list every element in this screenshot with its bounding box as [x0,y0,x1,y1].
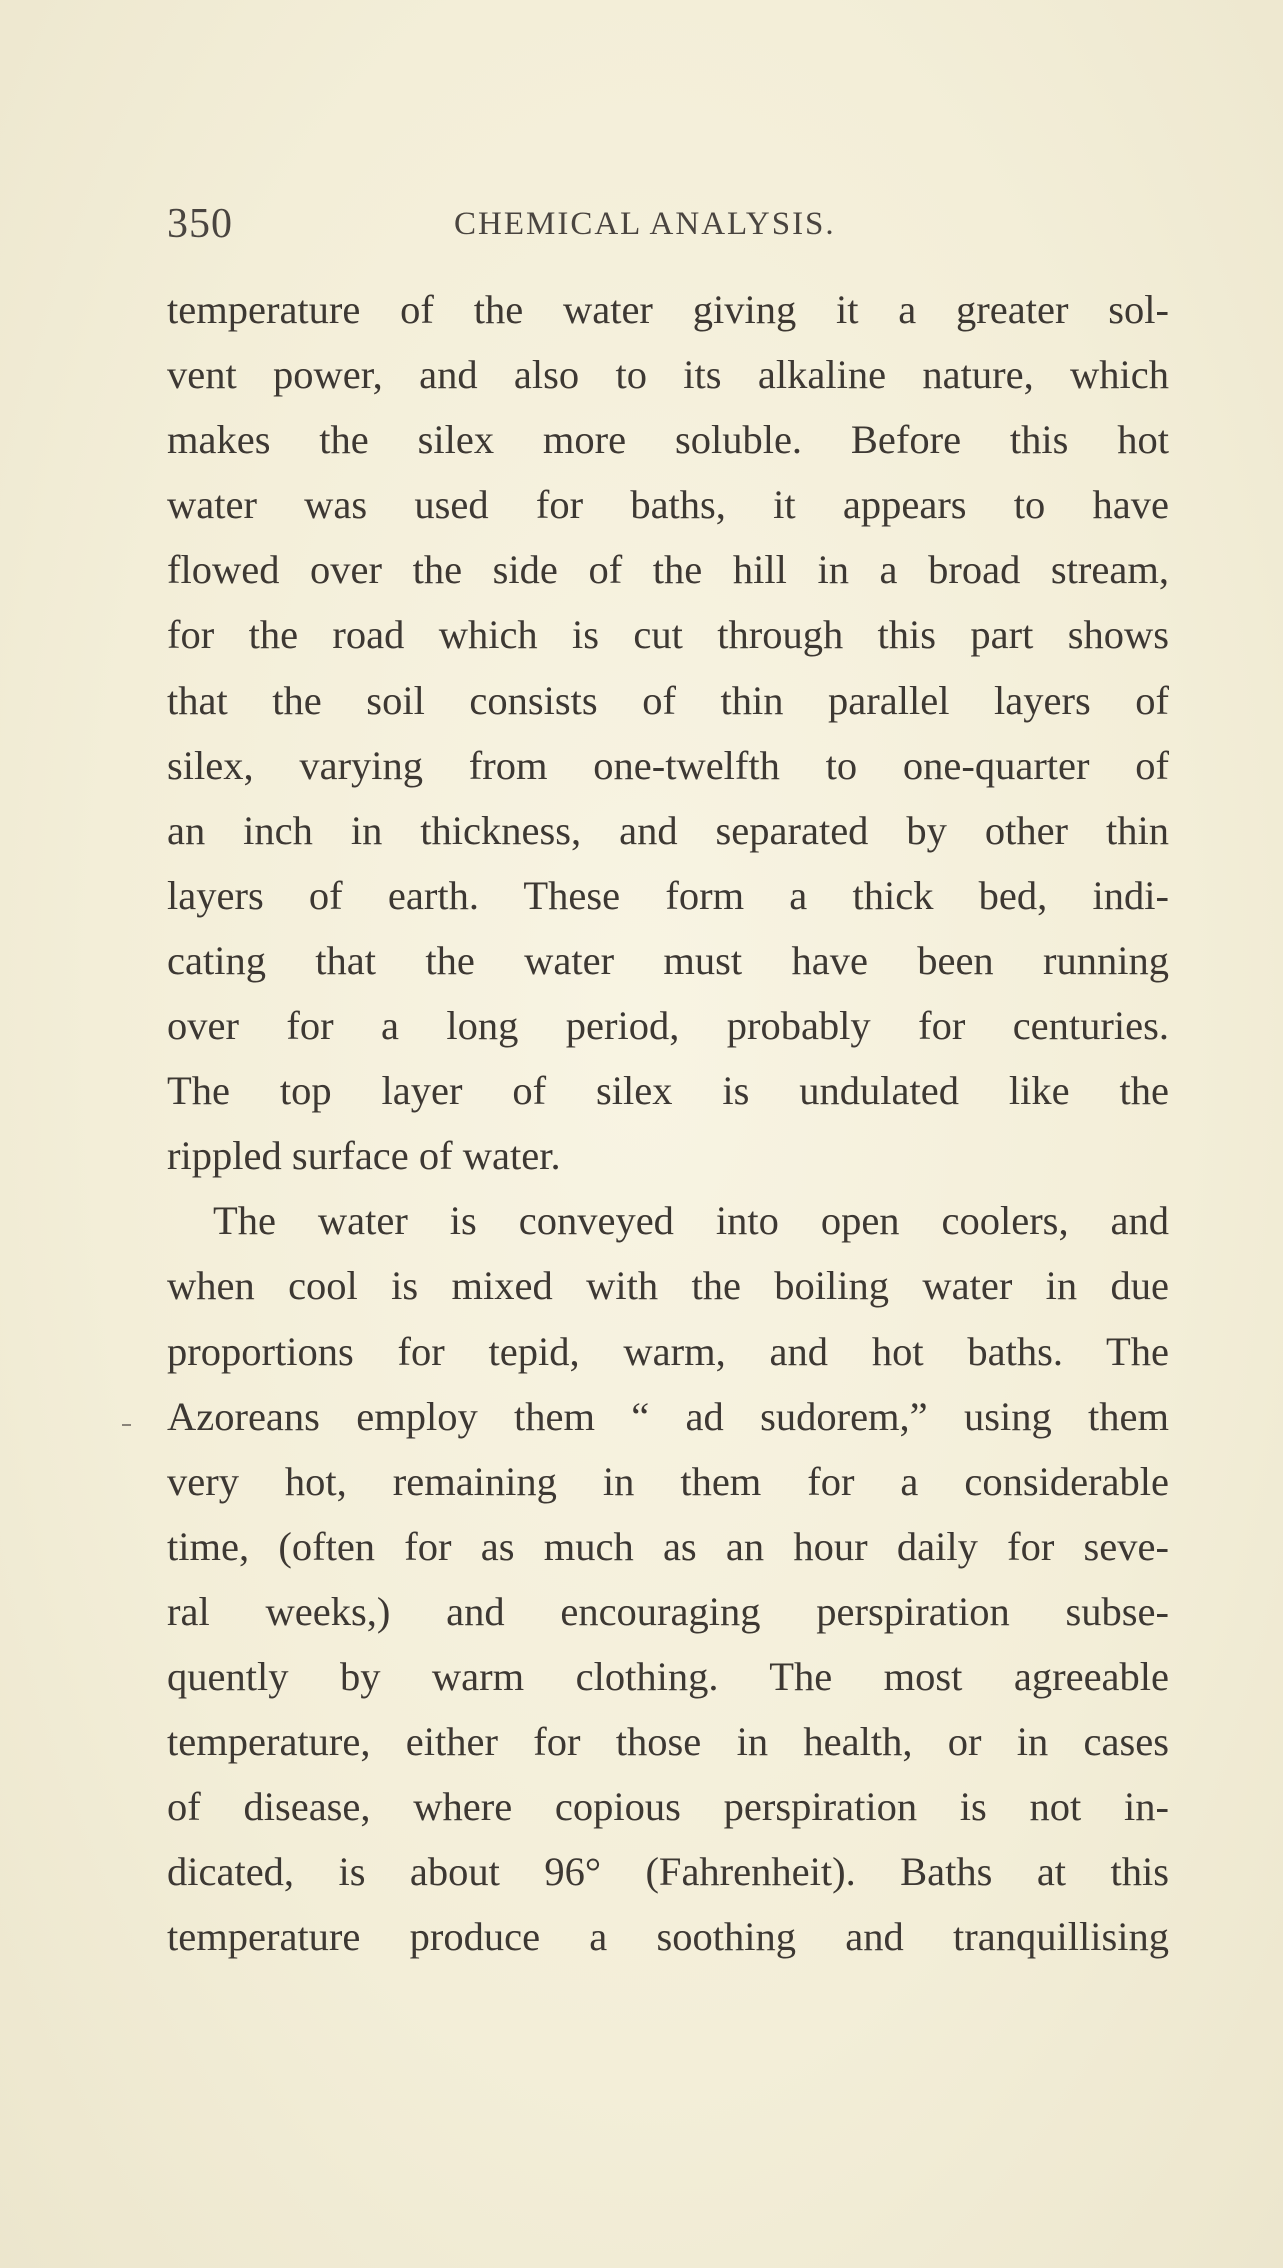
page-header [167,200,1167,260]
text-line: that the soil consists of thin parallel layers of [167,677,1169,723]
text-line: The top layer of silex is undulated like the [167,1068,1169,1114]
text-line: cating that the water must have been running [167,937,1169,983]
text-line: proportions for tepid, warm, and hot baths. The [167,1328,1169,1374]
text-line: water was used for baths, it appears to have [167,482,1169,528]
text-line: when cool is mixed with the boiling water in due [167,1263,1169,1309]
text-line: for the road which is cut through this part shows [167,612,1169,658]
text-line: of disease, where copious perspiration is not in- [167,1784,1169,1830]
text-line: layers of earth. These form a thick bed, indi- [167,872,1169,918]
text-line: makes the silex more soluble. Before this hot [167,417,1169,463]
text-line: ral weeks,) and encouraging perspiration subse- [167,1588,1169,1634]
running-head: CHEMICAL ANALYSIS. [454,206,836,242]
page-number: 350 [167,201,233,247]
text-line: silex, varying from one-twelfth to one-quarter of [167,742,1169,788]
text-line: vent power, and also to its alkaline nature, which [167,352,1169,398]
text-line: temperature of the water giving it a greater sol- [167,287,1169,332]
text-line: quently by warm clothing. The most agreeable [167,1653,1169,1699]
text-line: flowed over the side of the hill in a broad stream, [167,547,1169,593]
text-line: temperature, either for those in health, or in cases [167,1719,1169,1765]
text-line: an inch in thickness, and separated by other thin [167,807,1169,853]
margin-mark [122,1424,131,1426]
text-line: time, (often for as much as an hour daily for seve- [167,1523,1169,1569]
text-line: over for a long period, probably for centuries. [167,1003,1169,1049]
paragraph-first-line: The water is conveyed into open coolers, and [213,1198,1169,1244]
body-text [167,277,1169,1969]
text-line: dicated, is about 96° (Fahrenheit). Baths at this [167,1849,1169,1895]
paragraph-end-line: rippled surface of water. [167,1133,561,1179]
text-line: Azoreans employ them “ ad sudorem,” using them [167,1393,1169,1439]
text-line: temperature produce a soothing and tranquillising [167,1914,1169,1960]
text-line: very hot, remaining in them for a considerable [167,1458,1169,1504]
